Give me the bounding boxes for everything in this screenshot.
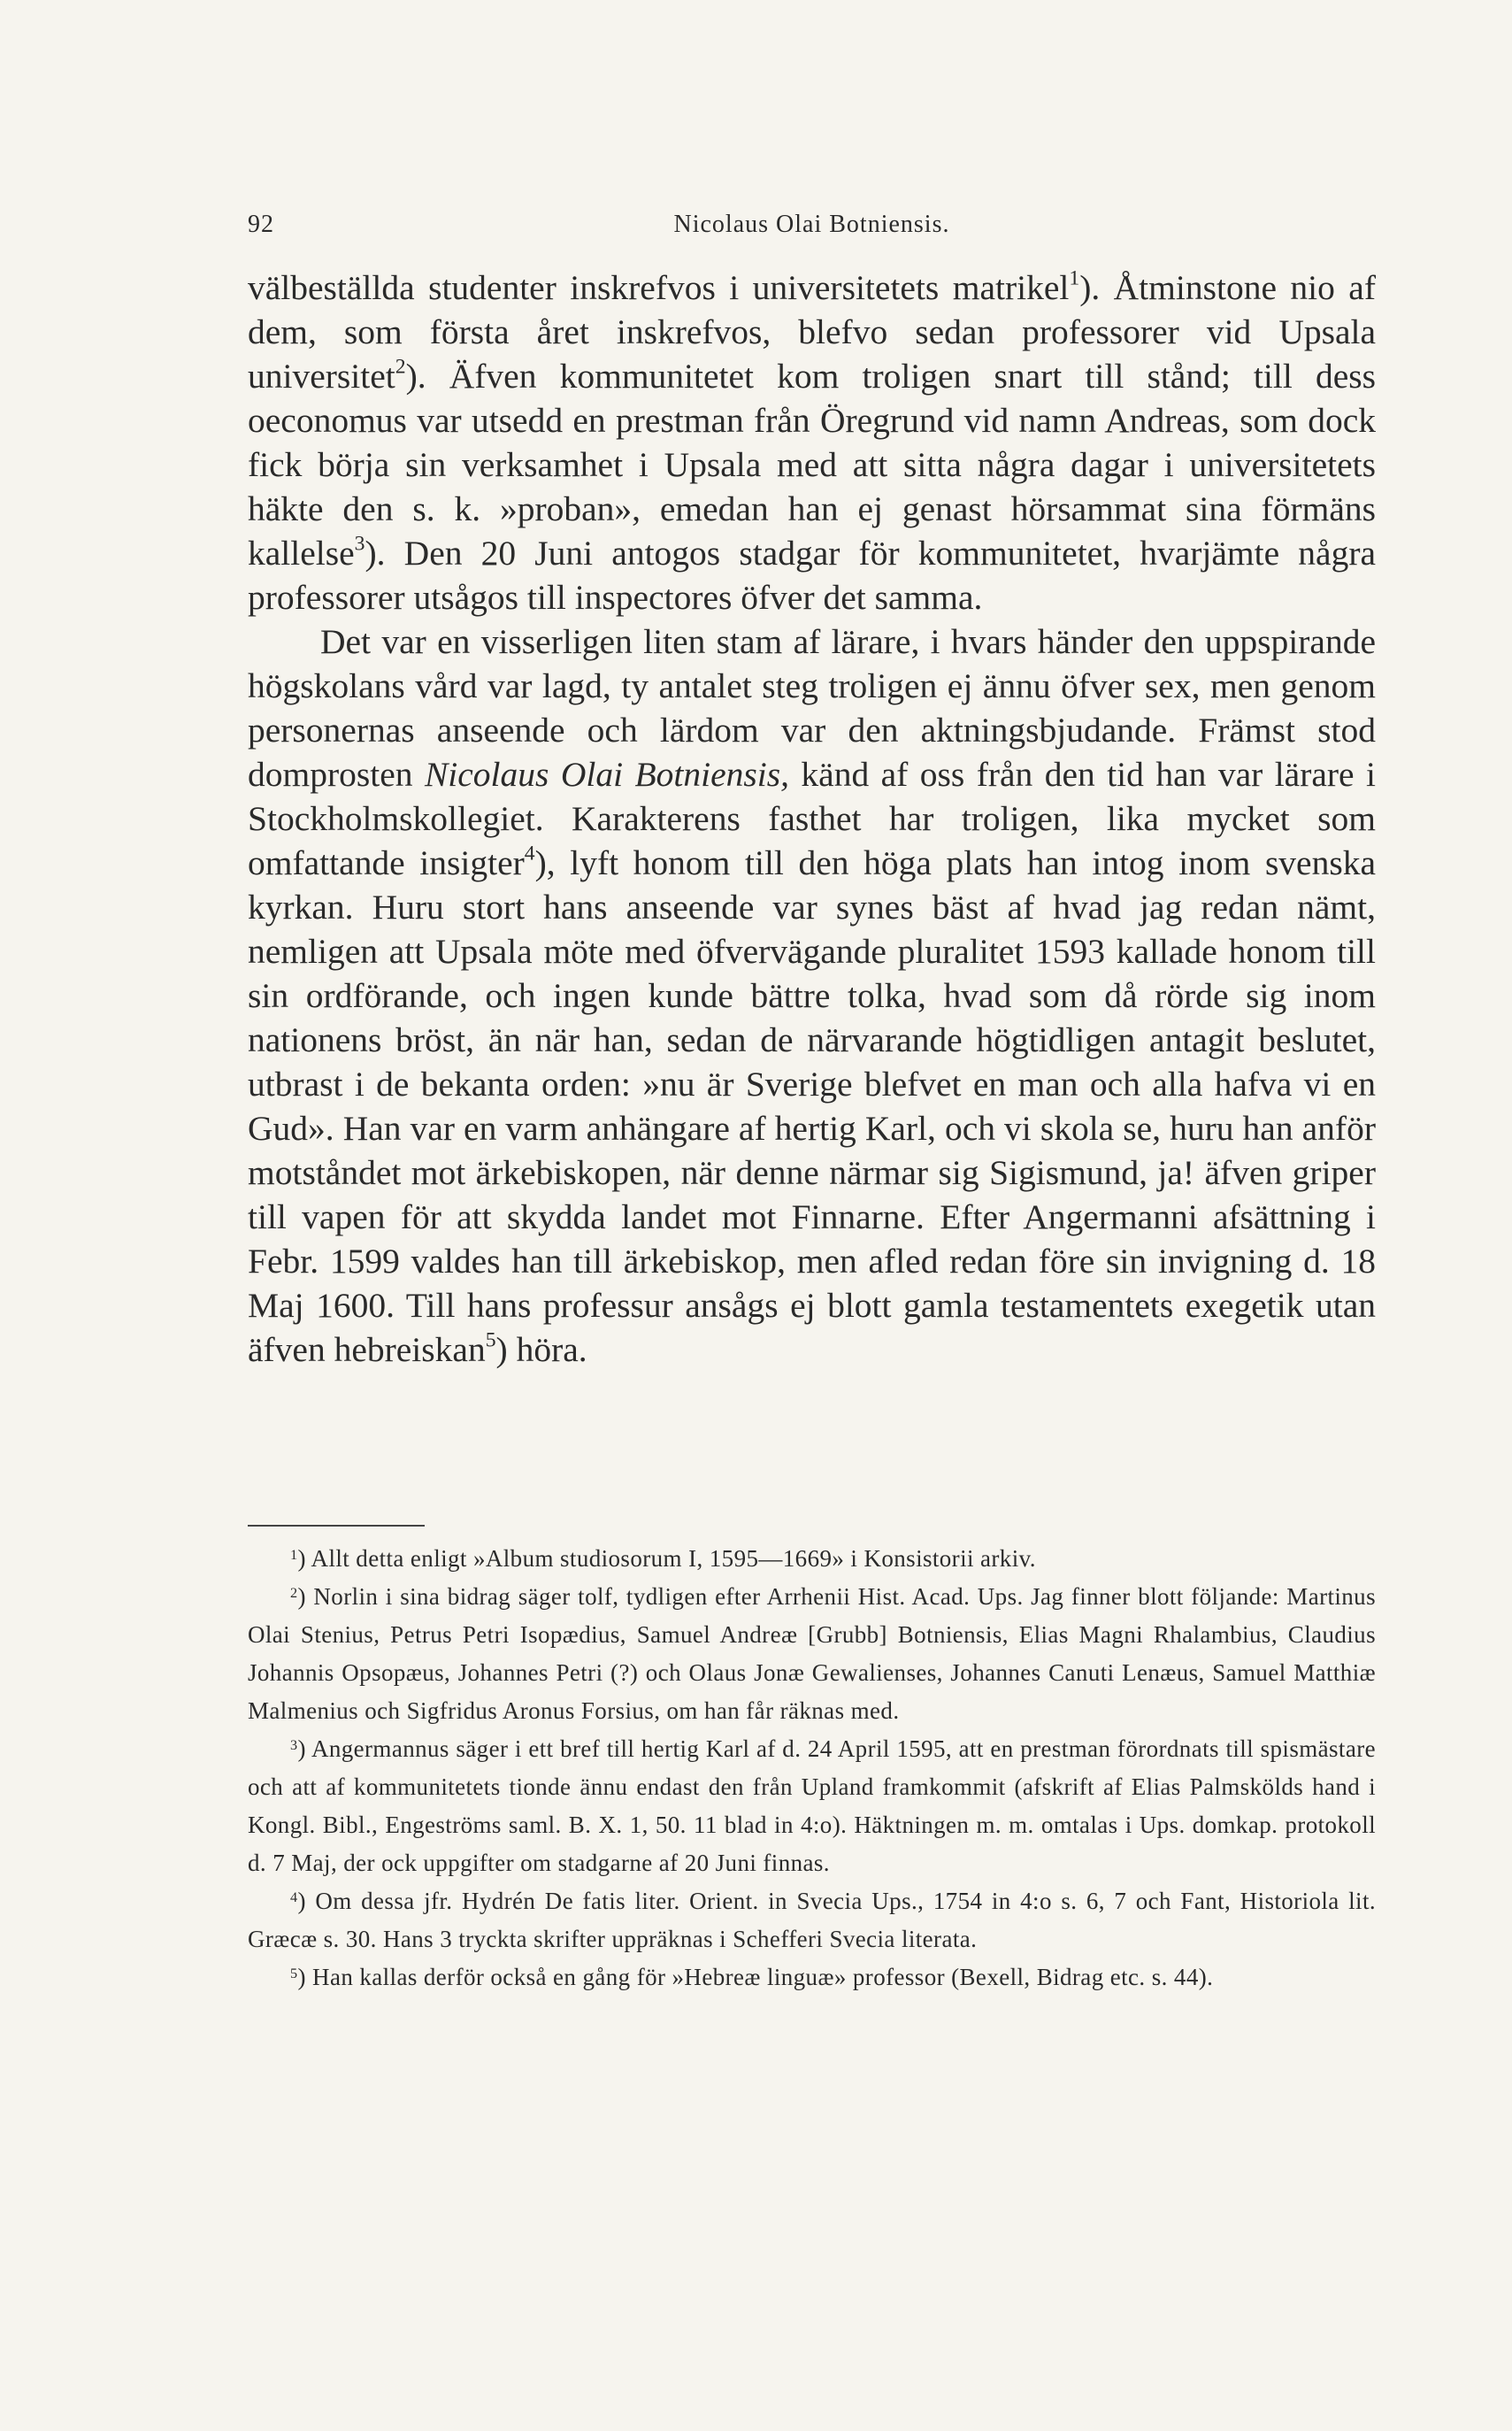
person-name: Nicolaus Olai Botniensis,: [424, 755, 789, 794]
footnote-ref-5: 5: [485, 1328, 496, 1352]
page-number: 92: [248, 211, 274, 238]
footnote-ref-2: 2: [395, 355, 406, 379]
footnote-ref-3: 3: [354, 532, 365, 556]
footnotes: [248, 1540, 1376, 1996]
footnote: $^5$) Han kallas derför också en gång för »Hebreæ linguæ» professor (Bexell, Bidrag etc. s. 44).: [290, 1964, 1214, 1990]
page-header: [248, 211, 1376, 242]
footnote-ref-4: 4: [524, 842, 535, 865]
paragraph-1: välbeställda studenter inskrefvos i universitetets matrikel$^1$). Åtminstone nio af dem, som första året inskrefvos, blefvo sedan professorer vid Upsala universitet$^2$). Äfven kommunitetet kom troligen snart till stånd; till dess oeconomus var utsedd en prestman från Öregrund vid namn Andreas, som dock fick börja sin verksamhet i Upsala med att sitta några dagar i universitetets häkte den s. k. »proban», emedan han ej genast hörsammat sina förmäns kallelse$^3$). Den 20 Juni antogos stadgar för kommunitetet, hvarjämte några professorer utsågos till inspectores öfver det samma.: [248, 266, 1376, 617]
paragraph-2: Det var en visserligen liten stam af lärare, i hvars händer den uppspirande högskolans vård var lagd, ty antalet steg troligen ej ännu öfver sex, men genom personernas anseende och lärdom var den aktningsbjudande. Främst stod domprosten Nicolaus Olai Botniensis, känd af oss från den tid han var lärare i Stockholmskollegiet. Karakterens fasthet har troligen, lika mycket som omfattande insigter$^4$), lyft honom till den höga plats han intog inom svenska kyrkan. Huru stort hans anseende var synes bäst af hvad jag redan nämt, nemligen att Upsala möte med öfvervägande pluralitet 1593 kallade honom till sin ordförande, och ingen kunde bättre tolka, hvad som då rörde sig inom nationens bröst, än när han, sedan de närvarande högtidligen antagit beslutet, utbrast i de bekanta orden: »nu är Sverige blefvet en man och alla hafva vi en Gud». Han var en varm anhängare af hertig Karl, och vi skola se, huru han anför motståndet mot ärkebiskopen, när denne närmar sig Sigismund, ja! äfven griper till vapen för att skydda landet mot Finnarne. Efter Angermanni afsättning i Febr. 1599 valdes han till ärkebiskop, men afled redan före sin invigning d. 18 Maj 1600. Till hans professur ansågs ej blott gamla testamentets exegetik utan äfven hebreiskan$^5$) höra.: [248, 622, 1376, 1369]
footnote: $^1$) Allt detta enligt »Album studiosorum I, 1595—1669» i Konsistorii arkiv.: [290, 1545, 1036, 1572]
footnote: $^2$) Norlin i sina bidrag säger tolf, tydligen efter Arrhenii Hist. Acad. Ups. Jag finner blott följande: Martinus Olai Stenius, Petrus Petri Isopædius, Samuel Andreæ [Grubb] Botniensis, Elias Magni Rhalambius, Claudius Johannis Opsopæus, Johannes Petri (?) och Olaus Jonæ Gewalienses, Johannes Canuti Lenæus, Samuel Matthiæ Malmenius och Sigfridus Aronus Forsius, om han får räknas med.: [248, 1583, 1376, 1724]
footnote: $^4$) Om dessa jfr. Hydrén De fatis liter. Orient. in Svecia Ups., 1754 in 4:o s. 6, 7 och Fant, Historiola lit. Græcæ s. 30. Hans 3 tryckta skrifter uppräknas i Schefferi Svecia literata.: [248, 1888, 1376, 1952]
footnote-divider: [248, 1525, 425, 1527]
running-title: Nicolaus Olai Botniensis.: [673, 211, 950, 238]
footnote: $^3$) Angermannus säger i ett bref till hertig Karl af d. 24 April 1595, att en prestman förordnats till spismästare och att af kommunitetets tionde ännu endast den från Upland framkommit (afskrift af Elias Palmskölds hand i Kongl. Bibl., Engeströms saml. B. X. 1, 50. 11 blad in 4:o). Häktningen m. m. omtalas i Ups. domkap. protokoll d. 7 Maj, der ock uppgifter om stadgarne af 20 Juni finnas.: [248, 1735, 1376, 1876]
main-text: [248, 265, 1376, 1372]
footnote-ref-1: 1: [1069, 266, 1080, 290]
